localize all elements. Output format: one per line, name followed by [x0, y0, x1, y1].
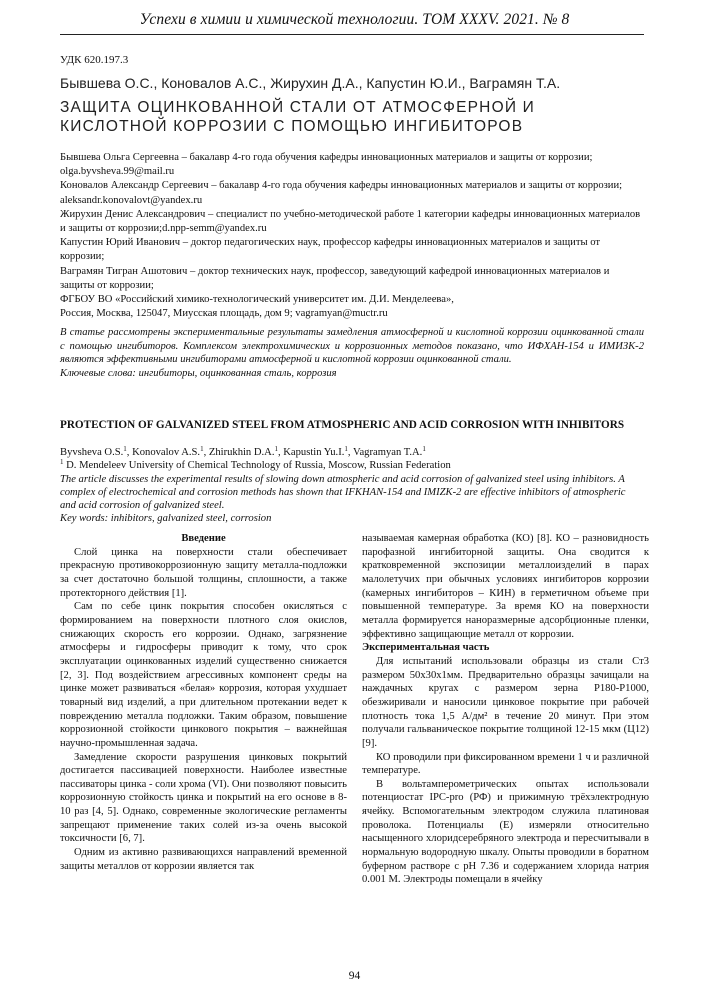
- affiliation-en: [60, 459, 644, 472]
- author-separator: ,: [203, 447, 209, 458]
- udc-code: УДК 620.197.3: [60, 54, 129, 66]
- author-en-name: Vagramyan T.A.: [353, 447, 423, 458]
- english-section: [60, 446, 644, 526]
- authors-ru: Бывшева О.С., Коновалов А.С., Жирухин Д.А., Капустин Ю.И., Ваграмян Т.А.: [60, 75, 561, 91]
- affiliation-mark: 1: [422, 445, 426, 453]
- body-paragraph: Для испытаний использовали образцы из стали Ст3 размером 50x30x1мм. Предварительно образцы зачищали на наждачных кругах с размером зерна Р180-Р1000, обезжиривали и наносили цинковое покрытие при рабочей плотность тока 1,5 А/дм² в течение 20 минут. При этом получали гальваническое покрытие толщиной 12-15 мкм (Ц12) [9].: [362, 655, 649, 749]
- author-en-name: Zhirukhin D.A.: [208, 447, 275, 458]
- affiliation-en-text: D. Mendeleev University of Chemical Technology of Russia, Moscow, Russian Federation: [63, 460, 451, 472]
- author-separator: ,: [347, 447, 353, 458]
- header-rule: [60, 34, 644, 35]
- author-info-line: Ваграмян Тигран Ашотович – доктор технических наук, профессор, заведующий кафедрой инновационных материалов и защиты от коррозии;: [60, 265, 610, 291]
- journal-header: Успехи в химии и химической технологии. ТОМ XXXV. 2021. № 8: [139, 11, 570, 28]
- keywords-ru: Ключевые слова: ингибиторы, оцинкованная сталь, коррозия: [60, 367, 337, 379]
- article-title-en: PROTECTION OF GALVANIZED STEEL FROM ATMOSPHERIC AND ACID CORROSION WITH INHIBITORS: [60, 419, 625, 431]
- body-paragraph: КО проводили при фиксированном времени 1 ч и различной температуре.: [362, 751, 649, 777]
- author-info: [60, 151, 644, 321]
- article-title-ru: ЗАЩИТА ОЦИНКОВАННОЙ СТАЛИ ОТ АТМОСФЕРНОЙ И КИСЛОТНОЙ КОРРОЗИИ С ПОМОЩЬЮ ИНГИБИТОРОВ: [60, 99, 536, 135]
- author-separator: ,: [126, 447, 133, 458]
- author-info-line: Коновалов Александр Сергеевич – бакалавр 4-го года обучения кафедры инновационных материалов и защиты от коррозии; aleksandr.konovalovt@yandex.ru: [60, 180, 623, 206]
- affiliation-mark: 1: [344, 445, 348, 453]
- affiliation-mark: 1: [200, 445, 204, 453]
- abstract-en: The article discusses the experimental results of slowing down atmospheric and acid corrosion of galvanized steel using inhibitors. A complex of electrochemical and corrosion methods has shown that IFKHAN-154 and IMIZK-2 are effective inhibitors of atmospheric and acid corrosion of galvanized steel.: [60, 473, 626, 512]
- affiliation-mark: 1: [274, 445, 278, 453]
- author-info-line: Бывшева Ольга Сергеевна – бакалавр 4-го года обучения кафедры инновационных материалов и защиты от коррозии; olga.byvsheva.99@mail.ru: [60, 152, 593, 178]
- author-info-line: Жирухин Денис Александрович – специалист по учебно-методической работе 1 категории кафедры инновационных материалов и защиты от коррозии;d.npp-semm@yandex.ru: [60, 208, 641, 235]
- section-heading-introduction: Введение: [181, 533, 226, 544]
- affiliation-mark: 1: [60, 458, 64, 467]
- body-paragraph: В вольтамперометрических опытах использовали потенциостат IPC-pro (РФ) и прижимную трёхэлектродную ячейку. Вспомогательным электродом служила платиновая проволока. Потенциалы (E) измеряли относительно насыщенного хлоридсеребряного электрода и пересчитывали в нормальную водородную шкалу. Опыты проводили в боратном буферном растворе с pH 7.36 и содержанием хлорида натрия 0.001 М. Электроды помещали в ячейку: [362, 778, 649, 886]
- page-number: 94: [348, 970, 361, 982]
- author-info-line: Россия, Москва, 125047, Миусская площадь, дом 9; vagramyan@muctr.ru: [60, 308, 388, 320]
- affiliation-mark: 1: [123, 445, 127, 453]
- body-paragraph-continued: называемая камерная обработка (КО) [8]. КО – разновидность парофазной ингибиторной защиты. Она сводится к кратковременной экспозиции металлоизделий в парах малолетучих при обычных условиях ингибиторов коррозии (камерных ингибиторов – КИН) в герметичном объеме при повышенной температуре. За время КО на поверхности металла формируется наноразмерные адсорбционные пленки, эффективно защищающие металл от коррозии.: [362, 533, 649, 640]
- author-info-line: Капустин Юрий Иванович – доктор педагогических наук, профессор кафедры инновационных материалов и защиты от коррозии;: [60, 237, 601, 263]
- body-paragraph: Сам по себе цинк покрытия способен окисляться с формированием на поверхности плотного слоя окислов, снижающих скорость его коррозии. Однако, загрязнение атмосферы и гидросферы приводит к тому, что срок эксплуатации оцинкованных изделий существенно снижается [2, 3]. Под воздействием агрессивных компонент среды на цинке может развиваться «белая» коррозия, которая ухудшает товарный вид изделий, а при длительном протекании ведет к повреждению металла подложки. Таким образом, повышение коррозионной стойкости цинкового покрытия – важнейшая научно-промышленная задача.: [60, 601, 347, 749]
- body-paragraph: Замедление скорости разрушения цинковых покрытий достигается пассивацией поверхности. Наиболее известные пассиваторы цинка - соли хрома (VI). Они позволяют повысить коррозионную стойкость цинка и покрытий на его основе в 8-10 раз [4, 5]. Однако, современные экологические регламенты запрещают применение таких солей из-за очень высокой токсичности [6, 7].: [60, 751, 347, 845]
- author-info-line: ФГБОУ ВО «Российский химико-технологический университет им. Д.И. Менделеева»,: [60, 294, 454, 306]
- body-paragraph: Одним из активно развивающихся направлений временной защиты металлов от коррозии является так: [60, 847, 347, 872]
- section-heading-experimental: Экспериментальная часть: [362, 642, 490, 654]
- abstract-ru: [60, 326, 644, 380]
- authors-en: [60, 446, 644, 459]
- author-en-name: Konovalov A.S.: [132, 447, 201, 458]
- author-en-name: Kapustin Yu.I.: [283, 447, 345, 458]
- keywords-en: Key words: inhibitors, galvanized steel, corrosion: [60, 513, 272, 525]
- body-column-right: [362, 532, 649, 887]
- abstract-ru-text: В статье рассмотрены экспериментальные результаты замедления атмосферной и кислотной коррозии оцинкованной стали с помощью ингибиторов. Комплексом электрохимических и коррозионных методов показано, что ИФХАН-154 и ИМИЗК-2 являются эффективными ингибиторами атмосферной и кислотной коррозии оцинкованной стали.: [60, 327, 644, 365]
- author-separator: ,: [277, 447, 284, 458]
- author-en-name: Byvsheva O.S.: [60, 447, 124, 458]
- body-column-left: [60, 532, 347, 873]
- body-paragraph: Слой цинка на поверхности стали обеспечивает прекрасную противокоррозионную защиту металла-подложки за счет достаточно большой толщины, сплошности, а также протекторного действия [1].: [60, 546, 347, 599]
